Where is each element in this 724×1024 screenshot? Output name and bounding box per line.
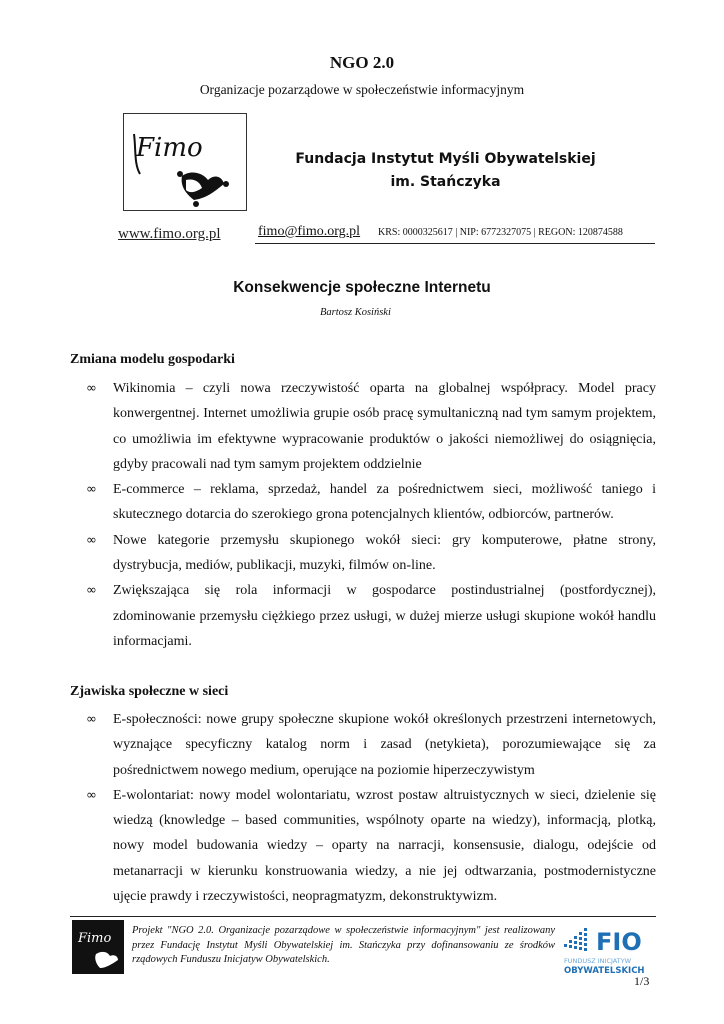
- registry-numbers: KRS: 0000325617 | NIP: 6772327075 | REGON: 120874588: [378, 227, 623, 238]
- footer-divider: [70, 916, 656, 917]
- fio-line1: FUNDUSZ INICJATYW: [564, 957, 632, 965]
- infinity-bullet-icon: ∞: [86, 381, 97, 396]
- list-item-text: E-commerce – reklama, sprzedaż, handel za pośrednictwem sieci, możliwość taniego i skutecznego dotarcia do szerokiego grona potencjalnych klientów, odbiorców, partnerów.: [113, 482, 656, 523]
- infinity-bullet-icon: ∞: [86, 583, 97, 599]
- organization-name: [258, 148, 633, 194]
- article-author: Bartosz Kosiński: [320, 307, 391, 318]
- organization-name-line1: Fundacja Instytut Myśli Obywatelskiej: [295, 151, 596, 167]
- footer-project-note: Projekt "NGO 2.0. Organizacje pozarządowe w społeczeństwie informacyjnym" jest realizowany przez Fundację Instytut Myśli Obywatelskiej im. Stańczyka przy dofinansowaniu ze środków rządowych Funduszu Inicjatyw Obywatelskich.: [132, 925, 555, 965]
- list-item-text: Zwiększająca się rola informacji w gospodarce postindustrialnej (postfordycznej), zdominowanie przemysłu ciężkiego przez usługi, w dużej mierze usługi skupione wokół handlu informacjami.: [113, 583, 656, 649]
- document-subtitle: Organizacje pozarządowe w społeczeństwie informacyjnym: [199, 82, 525, 97]
- list-item: [70, 477, 656, 528]
- fio-mark: FIO: [596, 928, 642, 956]
- fimo-logo: [123, 113, 247, 211]
- section-heading: Zjawiska społeczne w sieci: [70, 684, 229, 699]
- jester-hat-icon: [124, 114, 246, 210]
- infinity-bullet-icon: ∞: [86, 482, 97, 498]
- website-link[interactable]: www.fimo.org.pl: [118, 226, 221, 242]
- infinity-bullet-icon: ∞: [86, 712, 97, 727]
- list-item-text: Wikinomia – czyli nowa rzeczywistość oparta na globalnej współpracy. Model pracy konwergentnej. Internet umożliwia grupie osób pracę symultaniczną nad tym samym projektem, co umożliwia im efektywne wypracowanie produktów o jakości niemożliwej do osiągnięcia, gdyby pracowali nad tym samym projektem oddzielnie: [113, 381, 656, 472]
- email-link[interactable]: fimo@fimo.org.pl: [258, 224, 361, 239]
- infinity-bullet-icon: ∞: [86, 532, 97, 548]
- section-list: [70, 376, 656, 654]
- list-item: [70, 783, 656, 909]
- list-item: [70, 578, 656, 654]
- document-title: NGO 2.0: [329, 53, 395, 72]
- logo-text: Fimo: [136, 133, 203, 163]
- section-heading: Zmiana modelu gospodarki: [70, 352, 235, 367]
- footer-fimo-logo: [72, 920, 124, 974]
- footer-logo-text: Fimo: [78, 931, 112, 946]
- list-item: [70, 376, 656, 477]
- page-number: 1/3: [634, 974, 650, 988]
- list-item-text: Nowe kategorie przemysłu skupionego wokół sieci: gry komputerowe, płatne strony, dystrybucja, mediów, publikacji, muzyki, filmów on-line.: [113, 532, 656, 574]
- list-item-text: E-wolontariat: nowy model wolontariatu, wzrost postaw altruistycznych w sieci, dzielenie się wiedzą (knowledge – based communities, wspólnoty oparte na wiedzy), informacją, plotką, nowy model budowania wiedzy – oparty na narracji, konsensusie, dialogu, odejście od metanarracji w kierunku konstruowania wiedzy, a nie jej odtwarzania, postmodernistyczne ujęcie prawdy i rzeczywistości, neopragmatyzm, dekonstruktywizm.: [113, 787, 656, 905]
- fio-line2: OBYWATELSKICH: [564, 966, 645, 976]
- fio-dots-icon: [560, 924, 656, 976]
- list-item-text: E-społeczności: nowe grupy społeczne skupione wokół określonych przestrzeni internetowych, wyznające specyficzny katalog norm i zasad (netykieta), porozumiewające się za pośrednictwem nowego medium, operujące na poziomie hiperzeczywistym: [113, 712, 656, 778]
- organization-name-line2: im. Stańczyka: [390, 174, 501, 190]
- list-item: [70, 707, 656, 783]
- fio-logo: [560, 924, 656, 976]
- header-divider: [255, 243, 655, 244]
- infinity-bullet-icon: ∞: [86, 787, 97, 803]
- article-title: Konsekwencje społeczne Internetu: [233, 279, 491, 296]
- section-list: [70, 707, 656, 909]
- list-item: [70, 528, 656, 579]
- jester-hat-icon: [72, 920, 124, 974]
